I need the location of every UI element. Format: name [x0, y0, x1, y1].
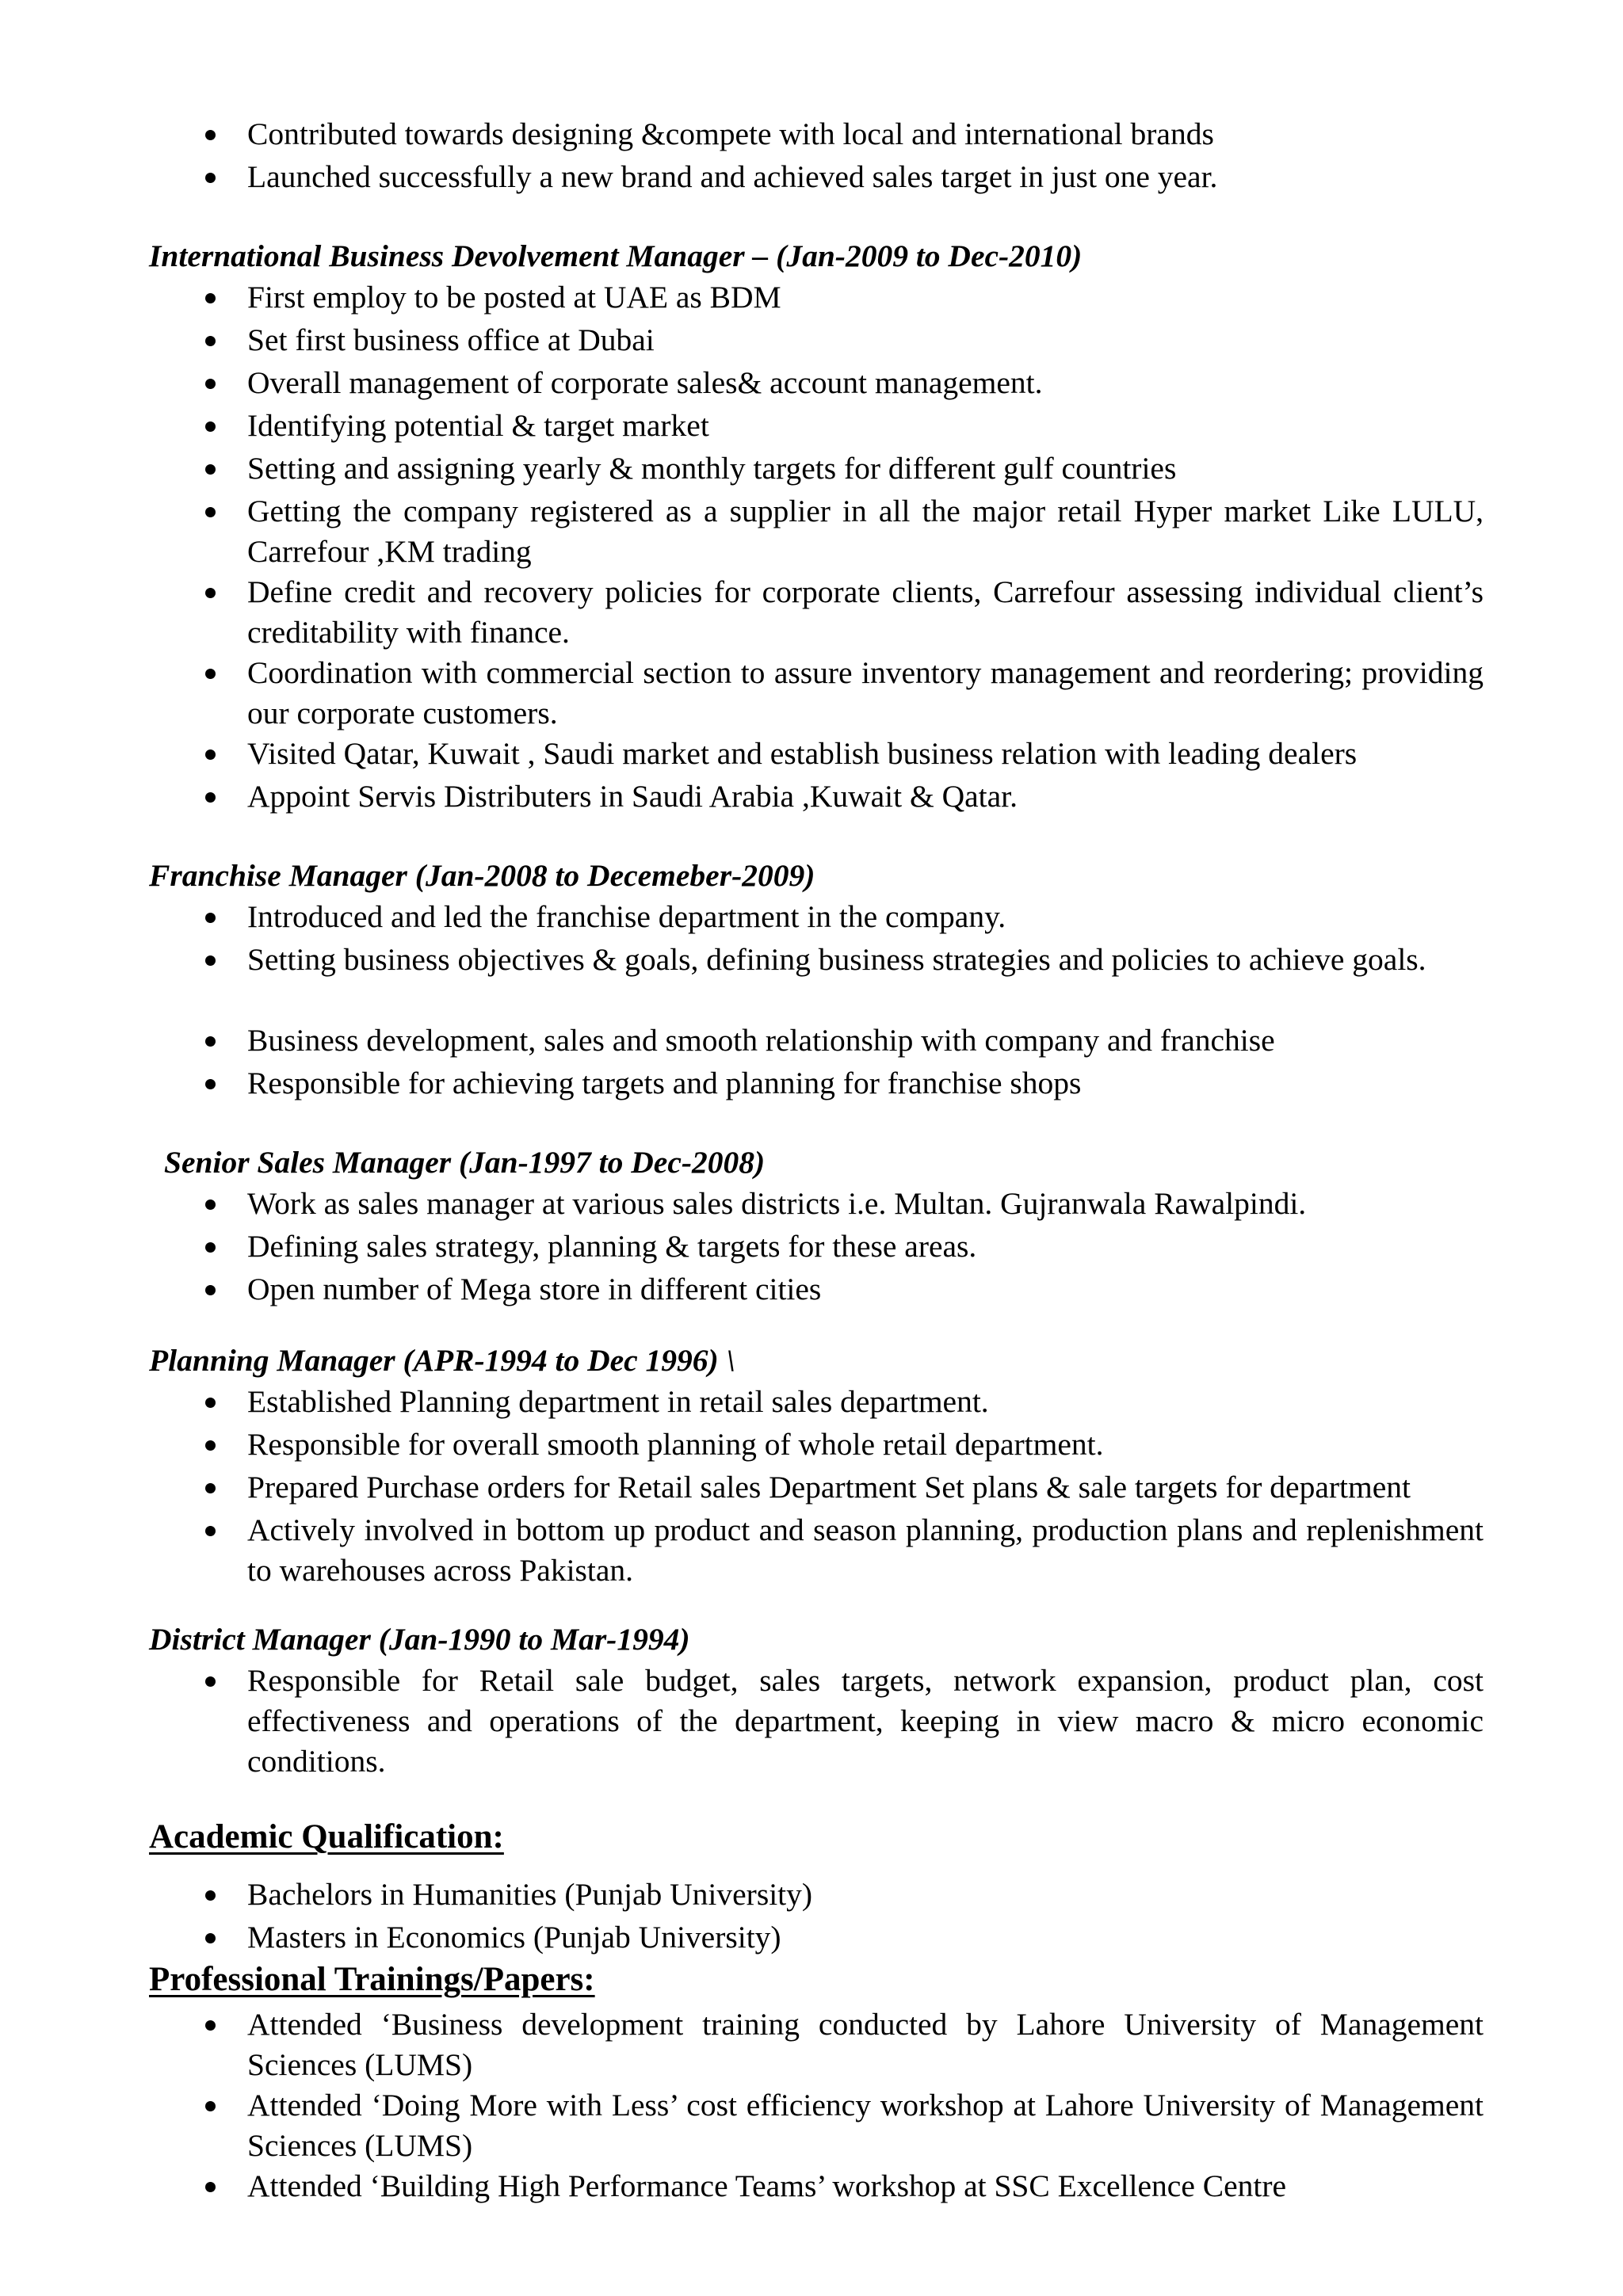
bullet-icon	[205, 955, 221, 971]
role-title: Franchise Manager (Jan-2008 to Decemeber-2009)	[149, 858, 815, 893]
bullet-icon	[205, 2020, 221, 2036]
list-item-text: Coordination with commercial section to assure inventory management and reordering; providing our corporate customers.	[247, 655, 1484, 730]
list-item-text: Attended ‘Building High Performance Teams’ workshop at SSC Excellence Centre	[247, 2168, 1287, 2203]
list-item-text: Established Planning department in retail sales department.	[247, 1384, 989, 1419]
list-item-text: Responsible for achieving targets and planning for franchise shops	[247, 1066, 1082, 1100]
list-item-text: Introduced and led the franchise department in the company.	[247, 899, 1006, 934]
list-item-text: Responsible for overall smooth planning of whole retail department.	[247, 1427, 1104, 1462]
bullet-icon	[205, 792, 221, 808]
list-item-text: Overall management of corporate sales& account management.	[247, 365, 1043, 400]
list-item-text: Setting and assigning yearly & monthly targets for different gulf countries	[247, 451, 1177, 486]
list-item-text: Contributed towards designing &compete with local and international brands	[247, 116, 1214, 151]
list-item-text: Bachelors in Humanities (Punjab University)	[247, 1877, 813, 1912]
bullet-icon	[205, 507, 221, 523]
list-item-text: Attended ‘Doing More with Less’ cost efficiency workshop at Lahore University of Management Sciences (LUMS)	[247, 2088, 1484, 2163]
bullet-icon	[205, 1285, 221, 1301]
bullet-icon	[205, 1526, 221, 1542]
list-item-text: Launched successfully a new brand and achieved sales target in just one year.	[247, 159, 1218, 194]
bullet-icon	[205, 669, 221, 685]
list-item-text: First employ to be posted at UAE as BDM	[247, 280, 781, 315]
section-title-academic: Academic Qualification:	[149, 1818, 504, 1855]
role-title: District Manager (Jan-1990 to Mar-1994)	[149, 1622, 690, 1657]
list-item-text: Visited Qatar, Kuwait , Saudi market and establish business relation with leading dealers	[247, 736, 1358, 771]
bullet-icon	[205, 1933, 221, 1949]
list-item-text: Open number of Mega store in different cities	[247, 1272, 822, 1306]
list-item-text: Actively involved in bottom up product and season planning, production plans and replenishment to warehouses across Pakistan.	[247, 1512, 1484, 1588]
bullet-icon	[205, 1398, 221, 1413]
bullet-icon	[205, 1242, 221, 1258]
list-item-text: Define credit and recovery policies for corporate clients, Carrefour assessing individual client’s creditability with finance.	[247, 574, 1484, 650]
bullet-icon	[205, 1483, 221, 1499]
list-item-text: Prepared Purchase orders for Retail sales Department Set plans & sale targets for department	[247, 1470, 1411, 1505]
bullet-icon	[205, 421, 221, 437]
bullet-icon	[205, 1036, 221, 1052]
bullet-icon	[205, 379, 221, 395]
list-item-text: Identifying potential & target market	[247, 408, 709, 443]
role-title: Planning Manager (APR-1994 to Dec 1996) \	[149, 1343, 735, 1378]
role-title: International Business Devolvement Manager – (Jan-2009 to Dec-2010)	[149, 238, 1083, 273]
bullet-icon	[205, 173, 221, 189]
bullet-icon	[205, 1890, 221, 1906]
bullet-icon	[205, 336, 221, 352]
list-item-text: Set first business office at Dubai	[247, 322, 655, 357]
bullet-icon	[205, 130, 221, 146]
bullet-icon	[205, 2101, 221, 2117]
list-item-text: Defining sales strategy, planning & targets for these areas.	[247, 1229, 977, 1264]
role-title: Senior Sales Manager (Jan-1997 to Dec-2008)	[164, 1145, 766, 1180]
list-item-text: Masters in Economics (Punjab University)	[247, 1920, 781, 1955]
list-item-text: Appoint Servis Distributers in Saudi Arabia ,Kuwait & Qatar.	[247, 779, 1018, 814]
list-item-text: Business development, sales and smooth relationship with company and franchise	[247, 1023, 1275, 1058]
bullet-icon	[205, 464, 221, 480]
bullet-icon	[205, 293, 221, 309]
list-item-text: Getting the company registered as a supplier in all the major retail Hyper market Like LULU, Carrefour ,KM trading	[247, 494, 1484, 569]
bullet-icon	[205, 1199, 221, 1215]
bullet-icon	[205, 1676, 221, 1692]
list-item-text: Work as sales manager at various sales districts i.e. Multan. Gujranwala Rawalpindi.	[247, 1186, 1307, 1221]
bullet-icon	[205, 2182, 221, 2198]
bullet-icon	[205, 749, 221, 765]
section-title-trainings: Professional Trainings/Papers:	[149, 1961, 595, 1998]
bullet-icon	[205, 913, 221, 929]
bullet-icon	[205, 1079, 221, 1095]
bullet-icon	[205, 1440, 221, 1456]
list-item-text: Responsible for Retail sale budget, sales targets, network expansion, product plan, cost effectiveness and operations of the department, keeping in view macro & micro economic conditions.	[247, 1663, 1484, 1779]
bullet-icon	[205, 588, 221, 604]
list-item-text: Setting business objectives & goals, defining business strategies and policies to achieve goals.	[247, 942, 1426, 977]
list-item-text: Attended ‘Business development training conducted by Lahore University of Management Sciences (LUMS)	[247, 2007, 1484, 2082]
